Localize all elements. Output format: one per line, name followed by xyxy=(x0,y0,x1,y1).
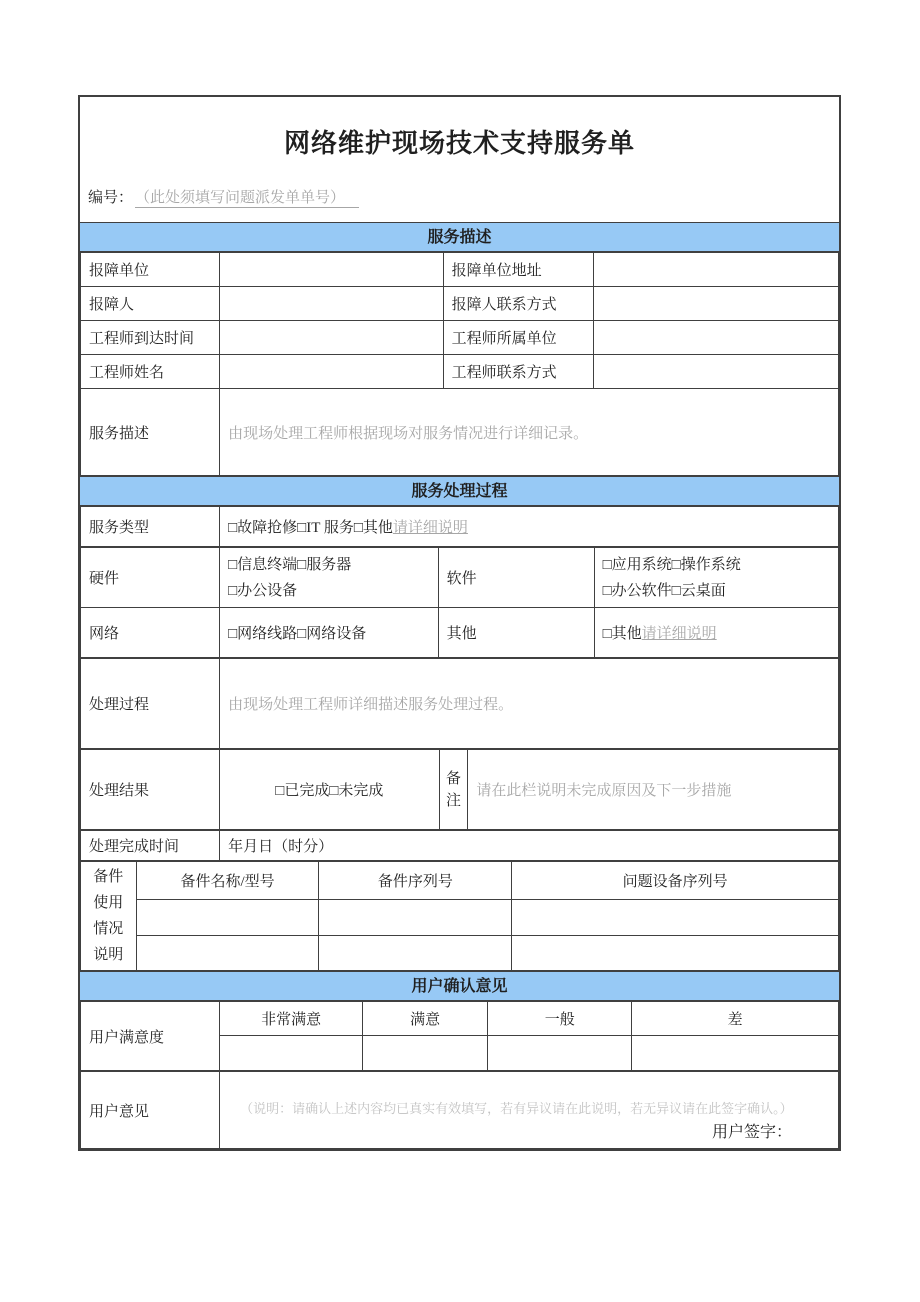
hardware-options[interactable] xyxy=(220,548,439,608)
label-engineer-contact: 工程师联系方式 xyxy=(443,355,593,389)
form-number-line xyxy=(88,186,839,208)
input-engineer-unit[interactable] xyxy=(593,321,838,355)
service-description-placeholder: 由现场处理工程师根据现场对服务情况进行详细记录。 xyxy=(228,425,589,442)
column-header-average: 一般 xyxy=(488,1002,632,1036)
label-reporter: 报障人 xyxy=(81,287,220,321)
table-row xyxy=(81,507,839,547)
column-header-satisfied: 满意 xyxy=(363,1002,488,1036)
input-poor[interactable] xyxy=(632,1036,839,1071)
label-engineer-name: 工程师姓名 xyxy=(81,355,220,389)
software-options-line2[interactable]: □办公软件□云桌面 xyxy=(602,582,726,599)
label-result: 处理结果 xyxy=(81,750,220,830)
procedure-placeholder: 由现场处理工程师详细描述服务处理过程。 xyxy=(228,697,514,713)
table-row xyxy=(81,548,839,608)
procedure-table xyxy=(80,658,839,749)
label-user-satisfaction: 用户满意度 xyxy=(81,1002,220,1071)
service-description-table xyxy=(80,252,839,476)
label-finish-time: 处理完成时间 xyxy=(81,831,220,861)
remark-char-1: 备 xyxy=(445,770,461,787)
network-options[interactable]: □网络线路□网络设备 xyxy=(220,608,439,658)
table-row xyxy=(81,750,839,830)
form-number-label: 编号： xyxy=(88,190,134,206)
other-options[interactable] xyxy=(594,608,838,658)
section-header-service-process: 服务处理过程 xyxy=(80,476,839,506)
result-options[interactable]: □已完成□未完成 xyxy=(220,750,440,830)
service-form-sheet xyxy=(78,95,841,1151)
input-very-satisfied[interactable] xyxy=(220,1036,363,1071)
label-engineer-unit: 工程师所属单位 xyxy=(443,321,593,355)
service-type-checkboxes[interactable]: □故障抢修□IT 服务□其他 xyxy=(228,520,393,536)
input-satisfied[interactable] xyxy=(363,1036,488,1071)
user-signature-label[interactable]: 用户签字： xyxy=(711,1124,792,1141)
result-table xyxy=(80,749,839,830)
table-row xyxy=(81,253,839,287)
input-remark[interactable] xyxy=(468,750,839,830)
input-finish-time[interactable]: 年月日（时分） xyxy=(220,831,839,861)
remark-char-2: 注 xyxy=(445,792,461,809)
table-row xyxy=(81,935,839,970)
spare-parts-label-line4: 说明 xyxy=(93,947,124,963)
software-options[interactable] xyxy=(594,548,838,608)
input-reporter[interactable] xyxy=(220,287,444,321)
label-report-unit-address: 报障单位地址 xyxy=(443,253,593,287)
service-type-options[interactable] xyxy=(220,507,839,547)
column-header-very-satisfied: 非常满意 xyxy=(220,1002,363,1036)
software-options-line1[interactable]: □应用系统□操作系统 xyxy=(602,556,741,573)
input-part-serial-2[interactable] xyxy=(319,935,512,970)
label-report-unit: 报障单位 xyxy=(81,253,220,287)
input-problem-device-serial-1[interactable] xyxy=(512,900,839,935)
input-average[interactable] xyxy=(488,1036,632,1071)
column-header-poor: 差 xyxy=(632,1002,839,1036)
page-title: 网络维护现场技术支持服务单 xyxy=(283,129,635,158)
label-network: 网络 xyxy=(81,608,220,658)
column-header-problem-device-serial: 问题设备序列号 xyxy=(512,862,839,900)
section-header-service-description: 服务描述 xyxy=(80,222,839,252)
service-type-table xyxy=(80,506,839,547)
hardware-options-line1[interactable]: □信息终端□服务器 xyxy=(228,556,352,573)
input-user-opinion[interactable] xyxy=(220,1072,839,1149)
table-row xyxy=(81,321,839,355)
table-row xyxy=(81,659,839,749)
label-remark xyxy=(439,750,468,830)
input-engineer-name[interactable] xyxy=(220,355,444,389)
table-row xyxy=(81,1072,839,1149)
label-other: 其他 xyxy=(438,608,594,658)
other-checkbox[interactable]: □其他 xyxy=(602,626,642,642)
title-block xyxy=(80,97,839,222)
input-engineer-contact[interactable] xyxy=(593,355,838,389)
label-procedure: 处理过程 xyxy=(81,659,220,749)
input-service-description[interactable] xyxy=(220,389,839,476)
column-header-part-name: 备件名称/型号 xyxy=(136,862,319,900)
input-part-serial-1[interactable] xyxy=(319,900,512,935)
table-row xyxy=(81,862,839,900)
input-engineer-arrival-time[interactable] xyxy=(220,321,444,355)
table-row xyxy=(81,608,839,658)
spare-parts-table xyxy=(80,861,839,971)
table-row xyxy=(81,1002,839,1036)
table-row xyxy=(81,389,839,476)
label-engineer-arrival-time: 工程师到达时间 xyxy=(81,321,220,355)
category-table xyxy=(80,547,839,658)
label-user-opinion: 用户意见 xyxy=(81,1072,220,1149)
section-header-user-confirmation: 用户确认意见 xyxy=(80,971,839,1001)
other-hint[interactable]: 请详细说明 xyxy=(641,626,717,642)
satisfaction-table xyxy=(80,1001,839,1071)
spare-parts-label-line2: 使用 xyxy=(93,895,124,911)
input-report-unit[interactable] xyxy=(220,253,444,287)
user-opinion-note: （说明：请确认上述内容均已真实有效填写，若有异议请在此说明，若无异议请在此签字确认。） xyxy=(240,1101,793,1116)
input-reporter-contact[interactable] xyxy=(593,287,838,321)
table-row xyxy=(81,287,839,321)
service-type-hint[interactable]: 请详细说明 xyxy=(392,520,468,536)
hardware-options-line2[interactable]: □办公设备 xyxy=(228,582,298,599)
label-hardware: 硬件 xyxy=(81,548,220,608)
label-service-description: 服务描述 xyxy=(81,389,220,476)
opinion-table xyxy=(80,1071,839,1149)
input-report-unit-address[interactable] xyxy=(593,253,838,287)
form-number-field[interactable]: （此处须填写问题派发单单号） xyxy=(135,186,359,208)
label-spare-parts-usage xyxy=(81,862,137,971)
remark-placeholder: 请在此栏说明未完成原因及下一步措施 xyxy=(476,783,732,799)
label-reporter-contact: 报障人联系方式 xyxy=(443,287,593,321)
input-problem-device-serial-2[interactable] xyxy=(512,935,839,970)
label-software: 软件 xyxy=(438,548,594,608)
table-row xyxy=(81,900,839,935)
input-procedure[interactable] xyxy=(220,659,839,749)
finish-time-table xyxy=(80,830,839,861)
table-row xyxy=(81,831,839,861)
spare-parts-label-line3: 情况 xyxy=(93,921,124,937)
input-part-name-1[interactable] xyxy=(136,900,319,935)
table-row xyxy=(81,355,839,389)
label-service-type: 服务类型 xyxy=(81,507,220,547)
column-header-part-serial: 备件序列号 xyxy=(319,862,512,900)
input-part-name-2[interactable] xyxy=(136,935,319,970)
spare-parts-label-line1: 备件 xyxy=(93,869,124,885)
